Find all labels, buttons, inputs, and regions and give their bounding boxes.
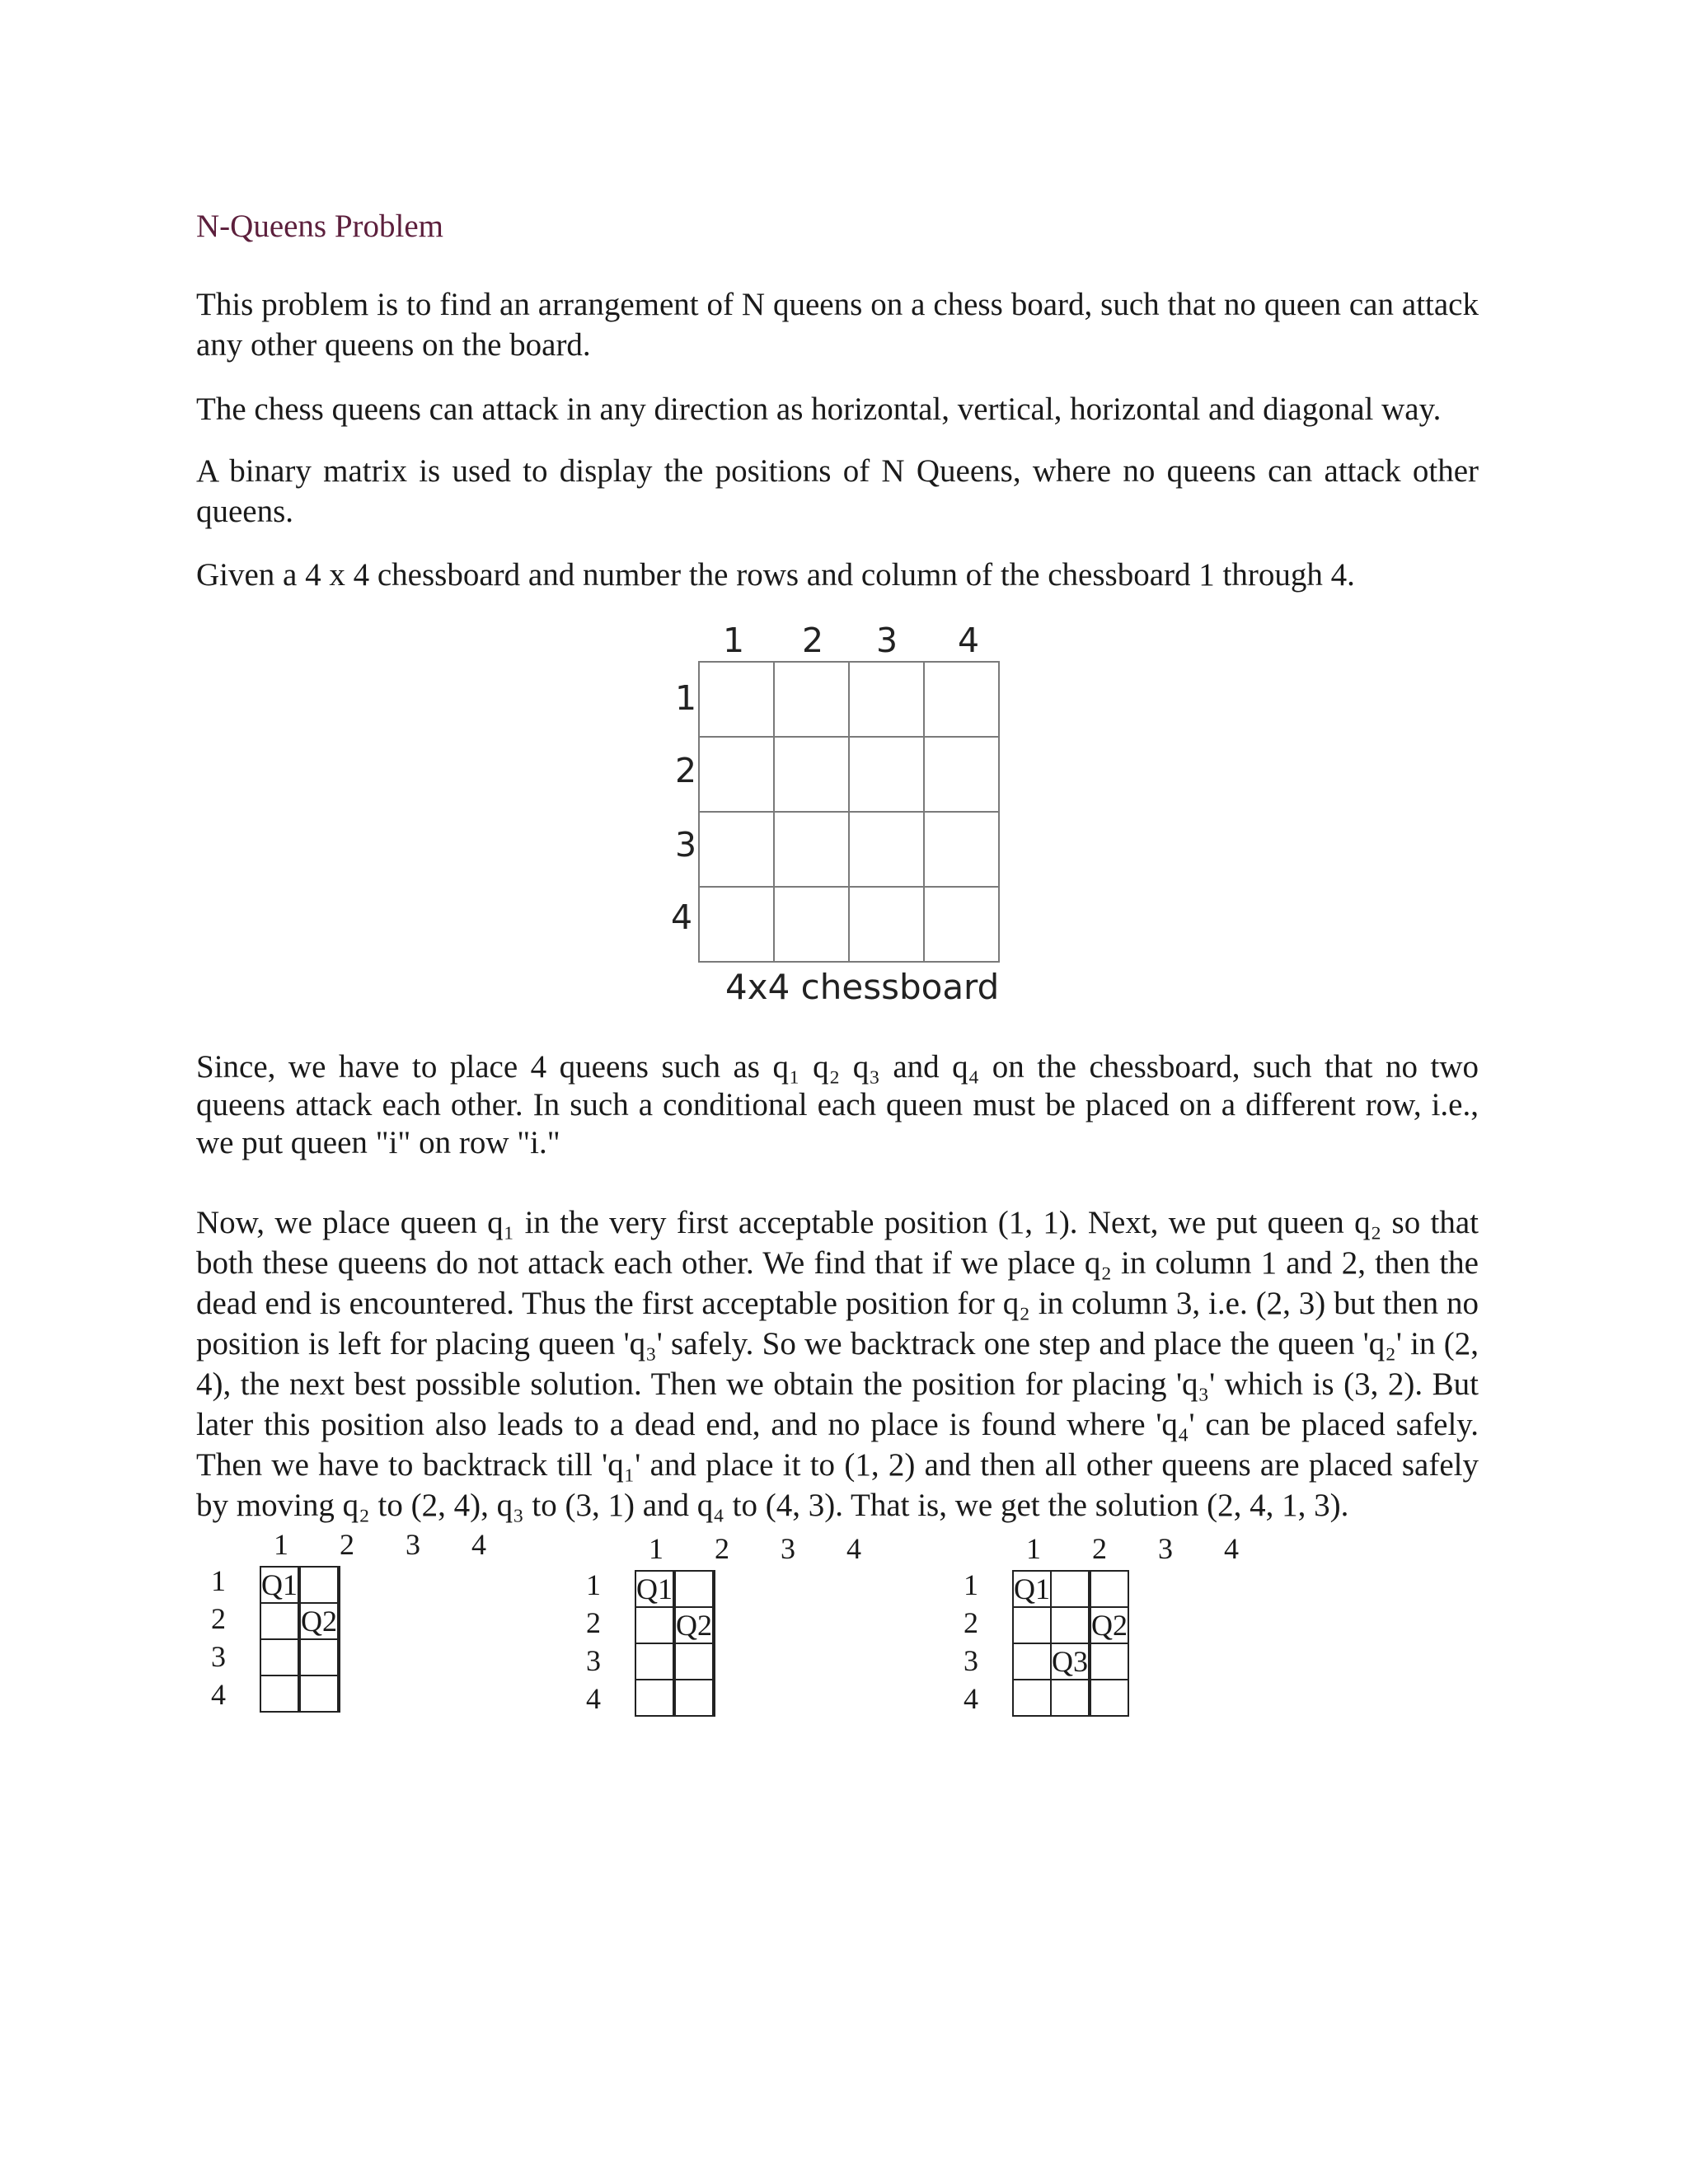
- board-cell: [924, 737, 999, 812]
- small-board-col-label: 3: [1158, 1532, 1173, 1565]
- queen-cell: Q2: [1091, 1609, 1128, 1642]
- chessboard-grid: [698, 661, 1000, 963]
- board-cell: [635, 1680, 673, 1716]
- small-board-row-label: 2: [964, 1606, 978, 1639]
- small-board-col-label: 3: [781, 1532, 795, 1565]
- board-cell: [699, 887, 774, 962]
- small-board-col-label: 4: [471, 1528, 486, 1561]
- queen-cell: Q1: [636, 1572, 673, 1605]
- board-cell: [675, 1571, 713, 1607]
- board-cell: [849, 737, 924, 812]
- small-board-col-label: 1: [274, 1528, 288, 1561]
- board-cell: [675, 1680, 713, 1716]
- board-cell: [260, 1639, 298, 1675]
- board-cell: [699, 812, 774, 887]
- queen-cell: Q2: [301, 1605, 337, 1638]
- board-cell: [1090, 1643, 1128, 1680]
- board-cell: [774, 662, 849, 737]
- small-board-row-label: 1: [964, 1568, 978, 1601]
- row-label: 2: [674, 751, 697, 790]
- board-cell: [260, 1675, 298, 1712]
- board-cell: [635, 1643, 673, 1680]
- col-label: 2: [801, 621, 824, 660]
- board-cell: [849, 662, 924, 737]
- queen-cell: Q2: [676, 1609, 712, 1642]
- small-board-row-label: 2: [586, 1606, 601, 1639]
- small-board-col-label: 2: [340, 1528, 354, 1561]
- board-cell: [1051, 1571, 1089, 1607]
- small-board-col-label: 2: [715, 1532, 729, 1565]
- board-cell: [713, 1643, 715, 1680]
- intro-paragraph-2: The chess queens can attack in any direction as horizontal, vertical, horizontal and diagonal way.: [196, 391, 1442, 427]
- small-board-row-label: 3: [586, 1644, 601, 1677]
- board-cell: [774, 737, 849, 812]
- small-board-row-label: 2: [211, 1602, 226, 1635]
- board-cell: [849, 887, 924, 962]
- board-cell: [1013, 1643, 1051, 1680]
- paragraph-now: Now, we place queen q₁ in the very first acceptable position (1, 1). Next, we put queen q₂ so that both these queens do not attack each other. We find that if we place q₂ in column 1 and 2, then the dead end is encountered. Thus the first acceptable position for q₂ in column 3, i.e. (2, 3) but then no position is left for placing queen 'q₃' safely. So we backtrack one step and place the queen 'q₂' in (2, 4), the next best possible solution. Then we obtain the position for placing 'q₃' which is (3, 2). But later this position also leads to a dead end, and no place is found where 'q₄' can be placed safely. Then we have to backtrack till 'q₁' and place it to (1, 2) and then all other queens are placed safely by moving q₂ to (2, 4), q₃ to (3, 1) and q₄ to (4, 3). That is, we get the solution (2, 4, 1, 3).: [196, 1205, 1479, 1523]
- small-board-col-label: 2: [1092, 1532, 1107, 1565]
- board-cell: [338, 1567, 340, 1603]
- board-cell: [1090, 1680, 1128, 1716]
- queen-cell: Q1: [261, 1568, 298, 1601]
- chessboard-caption: 4x4 chessboard: [725, 967, 1000, 1007]
- small-board-row-label: 1: [211, 1564, 226, 1597]
- board-cell: [924, 887, 999, 962]
- board-cell: [260, 1603, 298, 1639]
- small-board-grid: [1012, 1570, 1129, 1717]
- small-board-row-label: 1: [586, 1568, 601, 1601]
- row-label: 4: [670, 898, 693, 937]
- page-title: N-Queens Problem: [196, 209, 444, 244]
- small-board-grid: [260, 1566, 340, 1713]
- small-board-row-label: 3: [211, 1640, 226, 1673]
- small-board-col-label: 4: [846, 1532, 861, 1565]
- board-cell: [774, 887, 849, 962]
- board-cell: [338, 1675, 340, 1712]
- row-label: 1: [674, 678, 697, 718]
- board-cell: [713, 1607, 715, 1643]
- small-board-row-label: 4: [586, 1682, 601, 1715]
- intro-paragraph-3: A binary matrix is used to display the positions of N Queens, where no queens can attack other queens.: [196, 453, 1479, 529]
- board-cell: [924, 662, 999, 737]
- board-cell: [1013, 1680, 1051, 1716]
- small-board-col-label: 3: [406, 1528, 420, 1561]
- small-board-row-label: 4: [211, 1678, 226, 1711]
- small-board-row-label: 3: [964, 1644, 978, 1677]
- board-cell: [1051, 1680, 1089, 1716]
- board-cell: [1013, 1607, 1051, 1643]
- board-cell: [635, 1607, 673, 1643]
- small-board-col-label: 4: [1224, 1532, 1239, 1565]
- small-board-col-label: 1: [649, 1532, 663, 1565]
- board-cell: [699, 737, 774, 812]
- board-cell: [713, 1571, 715, 1607]
- intro-paragraph-1: This problem is to find an arrangement of N queens on a chess board, such that no queen can attack any other queens on the board.: [196, 287, 1479, 363]
- small-board-grid: [635, 1570, 715, 1717]
- intro-paragraph-4: Given a 4 x 4 chessboard and number the rows and column of the chessboard 1 through 4.: [196, 557, 1355, 593]
- board-cell: [338, 1603, 340, 1639]
- board-cell: [774, 812, 849, 887]
- board-cell: [300, 1567, 338, 1603]
- paragraph-since: Since, we have to place 4 queens such as q₁ q₂ q₃ and q₄ on the chessboard, such that no two queens attack each other. In such a conditional each queen must be placed on a different row, i.e., we put queen "i" on row "i.": [196, 1049, 1479, 1160]
- board-cell: [300, 1639, 338, 1675]
- board-cell: [713, 1680, 715, 1716]
- board-cell: [1051, 1607, 1089, 1643]
- queen-cell: Q1: [1014, 1572, 1050, 1605]
- col-label: 3: [875, 621, 898, 660]
- small-board-row-label: 4: [964, 1682, 978, 1715]
- small-board-col-label: 1: [1026, 1532, 1041, 1565]
- board-cell: [338, 1639, 340, 1675]
- board-cell: [300, 1675, 338, 1712]
- row-label: 3: [674, 825, 697, 865]
- queen-cell: Q3: [1052, 1645, 1088, 1678]
- board-cell: [675, 1643, 713, 1680]
- board-cell: [699, 662, 774, 737]
- col-label: 4: [957, 621, 980, 660]
- board-cell: [1090, 1571, 1128, 1607]
- board-cell: [849, 812, 924, 887]
- board-cell: [924, 812, 999, 887]
- col-label: 1: [722, 621, 745, 660]
